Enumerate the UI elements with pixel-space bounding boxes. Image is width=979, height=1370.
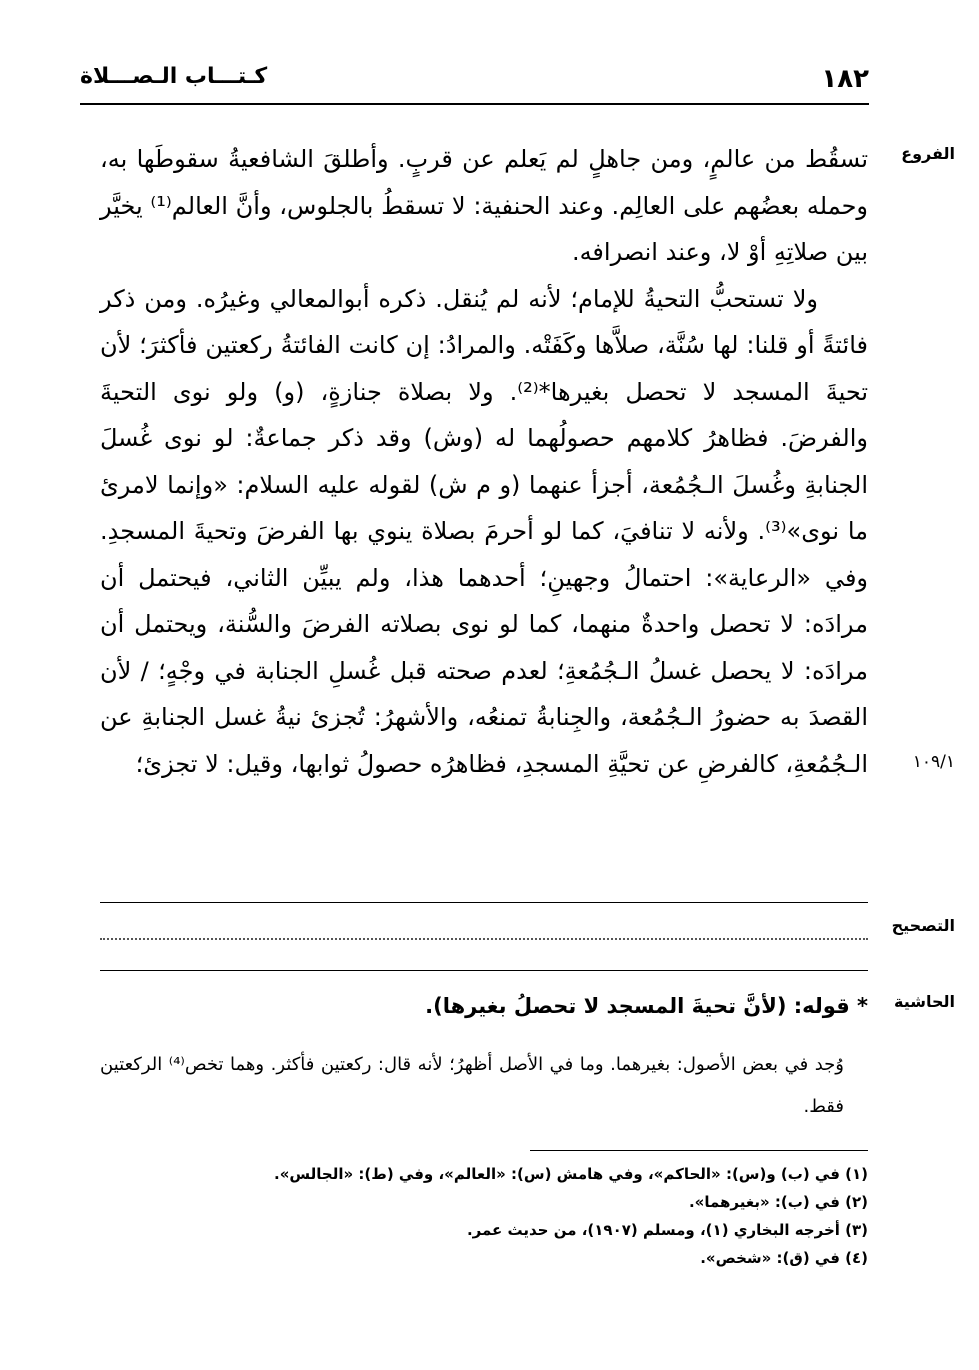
tashih-dotted-line bbox=[100, 938, 868, 940]
furu-label: الفروع bbox=[901, 144, 955, 163]
footnote-1: (١) في (ب) و(س): «الحاكم»، وفي هامش (س): «العالم»، وفي (ط): «الجالس». bbox=[274, 1165, 868, 1183]
footnote-3: (٣) أخرجه البخاري (١)، ومسلم (١٩٠٧)، من حديث عمر. bbox=[466, 1221, 868, 1239]
header-rule bbox=[80, 103, 869, 105]
main-text bbox=[100, 136, 868, 787]
hashiya-title: * قوله: (لأنَّ تحيةَ المسجد لا تحصلُ بغيرها). bbox=[425, 994, 868, 1018]
main-paragraph-2: ولا تستحبُّ التحيةُ للإمام؛ لأنه لم يُنقل. ذكره أبوالمعالي وغيرُه. ومن ذكر فائتةً أو قلنا: لها سُنَّة، صلاَّها وكَفَتْه. والمرادُ: إن كانت الفائتةُ ركعتين فأكثرَ؛ لأن تحيةَ المسجد لا تحصل بغيرها*⁽²⁾. ولا بصلاة جنازةٍ، (و) ولو نوى التحيةَ والفرضَ. فظاهرُ كلامهم حصولُهما له (وش) وقد ذكر جماعةٌ: لو نوى غُسلَ الجنابةِ وغُسلَ الـجُمُعة، أجزأ عنهما (و م ش) لقوله عليه السلام: «وإنما لامرئ ما نوى»⁽³⁾. ولأنه لا تنافيَ، كما لو أحرمَ بصلاة ينوي بها الفرضَ وتحيةَ المسجدِ. وفي «الرعاية»: احتمالُ وجهينِ؛ أحدهما هذا، ولم يبيِّن الثاني، فيحتمل أن مرادَه: لا تحصل واحدةٌ منهما، كما لو نوى بصلاته الفرضَ والسُّنة، ويحتمل أن مرادَه: لا يحصل غسلُ الـجُمُعةِ؛ لعدم صحته قبل غُسلِ الجنابة في وجْهٍ؛ / لأن القصدَ به حضورُ الـجُمُعة، والجِنابةُ تمنعُه، والأشهرُ: تُجزئ نيةُ غسل الجنابةِ عن الـجُمُعةِ، كالفرضِ عن تحيَّةِ المسجدِ، فظاهرُه حصولُ ثوابها، وقيل: لا تجزئ؛ bbox=[100, 284, 869, 778]
running-title: كـتـــاب الـصـــلاة bbox=[80, 64, 268, 89]
hashiya-top-rule bbox=[100, 970, 868, 971]
tashih-top-rule bbox=[100, 902, 868, 903]
margin-reference: ١٠٩/١ bbox=[912, 752, 955, 772]
footnote-rule bbox=[530, 1150, 868, 1151]
hashiya-label: الحاشية bbox=[894, 992, 955, 1011]
page-header bbox=[80, 62, 869, 102]
main-paragraph-1: تسقُط من عالمٍ، ومن جاهلٍ لم يَعلم عن قربٍ. وأطلقَ الشافعيةُ سقوطَها به، وحمله بعضُهم على العالِم. وعند الحنفية: لا تسقطُ بالجلوس، وأنَّ العالم⁽¹⁾ يخيَّر بين صلاتِهِ أوْ لا، وعند انصرافه. bbox=[100, 145, 868, 266]
footnote-4: (٤) في (ق): «شخص». bbox=[700, 1249, 868, 1267]
page-number: ١٨٢ bbox=[821, 64, 869, 94]
hashiya-body: وُجد في بعض الأصول: بغيرهما. وما في الأصل أظهرُ؛ لأنه قال: ركعتين فأكثر. وهما تخص⁽⁴⁾ الركعتين فقط. bbox=[100, 1054, 844, 1117]
tashih-label: التصحيح bbox=[891, 916, 955, 935]
footnotes bbox=[100, 1160, 868, 1272]
footnote-2: (٢) في (ب): «بغيرهما». bbox=[688, 1193, 868, 1211]
